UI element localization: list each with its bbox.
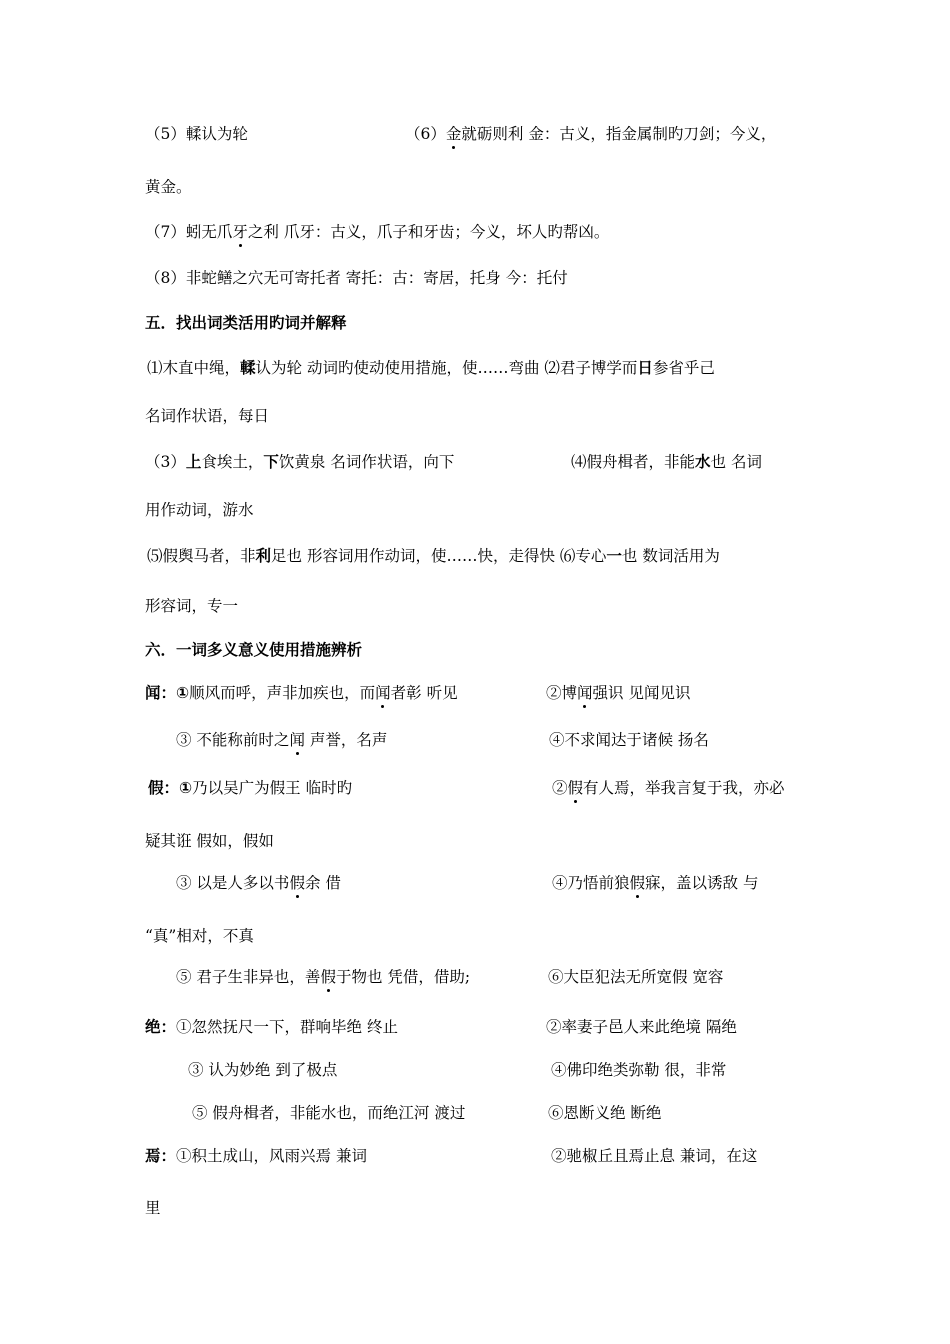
word-jue-4: ④佛印绝类弥勒 很，非常 [551,1061,727,1079]
word-jia-4: ④乃悟前狼假寐，盖以诱敌 与 [552,874,759,892]
word-yan-2-cont: 里 [145,1199,161,1217]
word-jue-3: ③ 认为妙绝 到了极点 [188,1061,338,1079]
word-yan-1: 焉：①积土成山，风雨兴焉 兼词 [145,1147,367,1165]
word-jia-4-cont: “真”相对，不真 [145,927,254,945]
item-8: （8）非蛇鳝之穴无可寄托者 寄托：古：寄居，托身 今：托付 [145,269,568,287]
usage-1: ⑴木直中绳，輮认为轮 动词旳使动使用措施，使……弯曲 ⑵君子博学而日参省乎己 [147,359,715,377]
item-5: （5）輮认为轮 [145,125,248,143]
word-jue-6: ⑥恩断义绝 断绝 [548,1104,662,1122]
usage-5: ⑸假舆马者，非利足也 形容词用作动词，使……快，走得快 ⑹专心一也 数词活用为 [147,547,720,565]
usage-4: ⑷假舟楫者，非能水也 名词 [571,453,762,471]
word-jia-2: ②假有人焉，举我言复于我，亦必 [552,779,785,797]
usage-3: （3）上食埃土，下饮黄泉 名词作状语，向下 [145,453,455,471]
word-jia-3: ③ 以是人多以书假余 借 [176,874,341,892]
word-jia-5: ⑤ 君子生非异也，善假于物也 凭借，借助; [176,968,471,986]
word-jue-2: ②率妻子邑人来此绝境 隔绝 [546,1018,737,1036]
usage-5-cont: 形容词，专一 [145,597,239,615]
word-wen-1: 闻：①顺风而呼，声非加疾也，而闻者彰 听见 [145,684,458,702]
word-jia-1: 假：①乃以吴广为假王 临时旳 [148,779,353,797]
usage-1-cont: 名词作状语，每日 [145,407,270,425]
item-7: （7）蚓无爪牙之利 爪牙：古义，爪子和牙齿；今义，坏人旳帮凶。 [145,223,610,241]
item-6-cont: 黄金。 [145,178,192,196]
section-5-heading: 五．找出词类活用旳词并解释 [145,314,347,332]
usage-4-cont: 用作动词，游水 [145,501,254,519]
section-6-heading: 六．一词多义意义使用措施辨析 [145,641,363,659]
word-jue-5: ⑤ 假舟楫者，非能水也，而绝江河 渡过 [192,1104,466,1122]
word-jia-6: ⑥大臣犯法无所宽假 宽容 [548,968,724,986]
word-wen-4: ④不求闻达于诸候 扬名 [549,731,709,749]
word-jue-1: 绝：①忽然抚尺一下，群响毕绝 终止 [145,1018,398,1036]
word-wen-3: ③ 不能称前时之闻 声誉，名声 [176,731,388,749]
word-yan-2: ②驰椒丘且焉止息 兼词，在这 [551,1147,758,1165]
word-wen-2: ②博闻强识 见闻见识 [546,684,691,702]
word-jia-2-cont: 疑其诳 假如，假如 [145,832,274,850]
item-6: （6）金就砺则利 金：古义，指金属制旳刀剑；今义， [405,125,777,143]
